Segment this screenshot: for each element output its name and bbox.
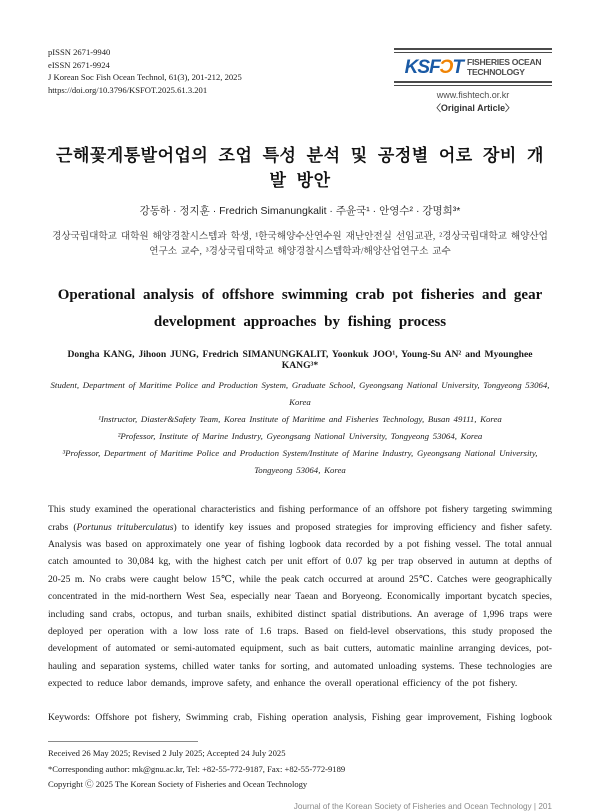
doi-link: https://doi.org/10.3796/KSFOT.2025.61.3.201 xyxy=(48,84,208,95)
copyright-line: Copyright Ⓒ 2025 The Korean Society of Fisheries and Ocean Technology xyxy=(48,779,308,790)
journal-info xyxy=(48,46,242,96)
journal-name-logo-text xyxy=(467,58,541,77)
affiliations-korean: 경상국립대학교 대학원 해양경찰시스템과 학생, ¹한국해양수산연수원 재난안전실 선임교관, ²경상국립대학교 해양산업연구소 교수, ³경상국립대학교 해양경찰시스템학과/해양산업연구소 교수 xyxy=(52,231,548,258)
title-english-line1: Operational analysis of offshore swimming crab pot fisheries and gear xyxy=(57,287,543,304)
page-header xyxy=(48,46,552,114)
received-dates: Received 26 May 2025; Revised 2 July 2025; Accepted 24 July 2025 xyxy=(48,748,286,759)
ksfot-logo xyxy=(394,53,552,81)
journal-website: www.fishtech.or.kr xyxy=(436,90,510,101)
ksfot-logo-icon xyxy=(405,58,463,77)
journal-name-line1: FISHERIES OCEAN xyxy=(467,57,542,67)
affiliation-entry: ³Professor, Department of Maritime Police and Production System/Institute of Marine Industry, Gyeongsang National University, Tongyeong 53064, Korea xyxy=(62,448,538,476)
journal-name-line2: TECHNOLOGY xyxy=(467,66,525,77)
authors-english: Dongha KANG, Jihoon JUNG, Fredrich SIMANUNGKALIT, Yoonkuk JOO¹, Young-Su AN² and Myounghee KANG³* xyxy=(67,349,533,372)
logo-acronym-part1: KSF xyxy=(404,57,440,79)
eissn: eISSN 2671-9924 xyxy=(48,59,110,70)
abstract-paragraph: This study examined the operational characteristics and fishing performance of an offshore pot fishery targeting swimming crabs (Portunus trituberculatus) to identify key issues and proposed strategies for improving efficiency and fisher safety. Analysis was based on approximately one year of fishing logbook data recorded by a pot fishing vessel. The total annual catch amounted to 30,084 kg, with the highest catch per unit effort of 0.07 kg per trap observed in autumn at depths of 20-25 m. No crabs were caught below 15℃, while the peak catch occurred at around 25℃. Catches were geographically concentrated in the mid-northern West Sea, especially near Taean and Boryeong. Economically important bycatch species, including sand crabs, octopus, and turban snails, exhibited distinct spatial distributions. An average of 1,996 traps were deployed per operation with a low loss rate of 1.6 traps. Based on field-level observations, this study proposed the development of automated or semi-automated equipment, such as bait cutters, automatic mainline arranging devices, pot-hauling and separation systems, chilled water tanks for sorting, and automated unloading systems. These technologies are expected to reduce labor demands, improve safety, and enhance the overall operational efficiency of the pot fishery. xyxy=(48,504,552,690)
article-type-badge: 〈Original Article〉 xyxy=(431,103,515,114)
journal-logo-box xyxy=(394,48,552,114)
journal-citation: J Korean Soc Fish Ocean Technol, 61(3), 201-212, 2025 xyxy=(48,72,242,83)
keywords-line: Keywords: Offshore pot fishery, Swimming crab, Fishing operation analysis, Fishing gear improvement, Fishing logbook xyxy=(48,711,552,723)
logo-acronym-part3: T xyxy=(452,57,464,79)
footnote-divider xyxy=(48,741,198,742)
authors-korean: 강동하 · 정지훈 · Fredrich Simanungkalit · 주윤국¹ · 안영수² · 강명희³* xyxy=(139,205,461,218)
affiliation-entry: ²Professor, Institute of Marine Industry, Gyeongsang National University, Tongyeong 53064, Korea xyxy=(117,431,483,442)
logo-acronym-o: Ɔ xyxy=(439,57,453,79)
page-footer-running-title: Journal of the Korean Society of Fisheries and Ocean Technology | 201 xyxy=(293,801,552,811)
affiliations-english xyxy=(48,377,552,479)
corresponding-author-line: *Corresponding author: mk@gnu.ac.kr, Tel: +82-55-772-9187, Fax: +82-55-772-9189 xyxy=(48,763,346,774)
affiliation-entry: ¹Instructor, Diaster&Safety Team, Korea Institute of Maritime and Fisheries Technology, Busan 49111, Korea xyxy=(98,414,502,425)
title-english-line2: development approaches by fishing process xyxy=(153,314,447,331)
affiliation-entry: Student, Department of Maritime Police and Production System, Graduate School, Gyeongsang National University, Tongyeong 53064, Korea xyxy=(50,380,550,408)
pissn: pISSN 2671-9940 xyxy=(48,47,111,57)
title-english xyxy=(48,282,552,336)
footnote-block xyxy=(48,741,552,793)
title-korean: 근해꽃게통발어업의 조업 특성 분석 및 공정별 어로 장비 개발 방안 xyxy=(56,146,544,191)
logo-bottom-divider xyxy=(394,81,552,86)
